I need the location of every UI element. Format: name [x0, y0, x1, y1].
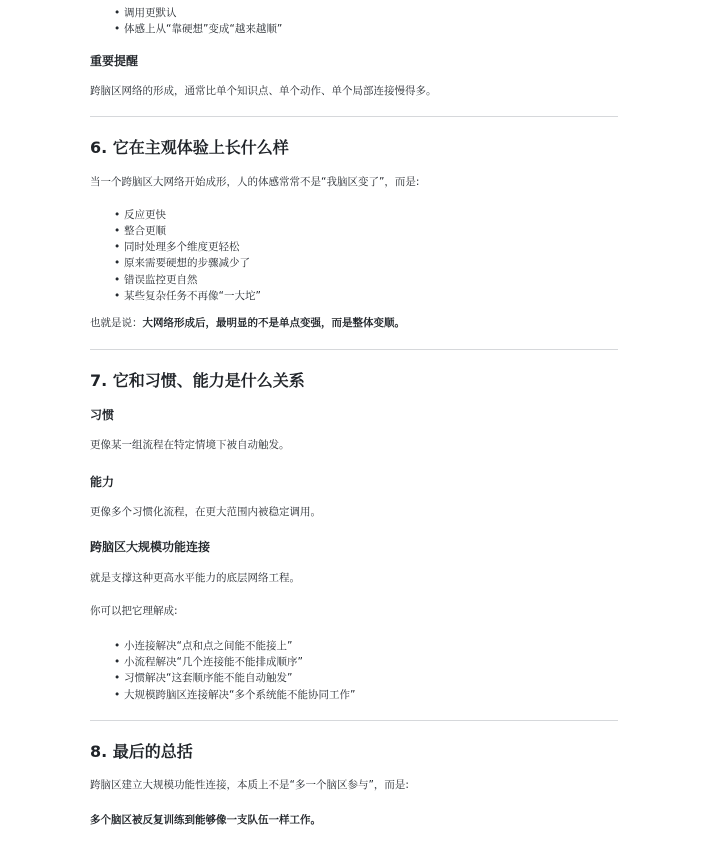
section-6-intro: 当一个跨脑区大网络开始成形，人的体感常常不是“我脑区变了”，而是:	[90, 176, 420, 188]
section-6-summary	[90, 316, 405, 330]
section-6-title: 6. 它在主观体验上长什么样	[90, 138, 289, 157]
list-item	[114, 671, 292, 685]
bullet: •	[114, 656, 121, 668]
list-item	[114, 289, 261, 303]
divider	[90, 116, 618, 117]
list-item-text: 小连接解决“点和点之间能不能接上”	[124, 640, 293, 652]
list-item	[114, 688, 355, 702]
network-heading: 跨脑区大规模功能连接	[90, 540, 211, 554]
bullet: •	[114, 257, 121, 269]
list-item	[114, 256, 250, 270]
list-item	[114, 6, 177, 20]
list-item-text: 原来需要硬想的步骤减少了	[124, 257, 250, 269]
reminder-text: 跨脑区网络的形成，通常比单个知识点、单个动作、单个局部连接慢得多。	[90, 85, 437, 97]
list-item	[114, 224, 166, 238]
bullet: •	[114, 225, 121, 237]
list-item-text: 大规模跨脑区连接解决“多个系统能不能协同工作”	[124, 689, 356, 701]
list-item	[114, 22, 282, 36]
summary-prefix: 也就是说：	[90, 317, 143, 329]
list-item-text: 整合更顺	[124, 225, 166, 237]
list-item	[114, 655, 303, 669]
reminder-heading: 重要提醒	[90, 54, 139, 68]
section-8-intro: 跨脑区建立大规模功能性连接，本质上不是“多一个脑区参与”，而是:	[90, 779, 409, 791]
bullet: •	[114, 7, 121, 19]
list-item	[114, 208, 166, 222]
section-7-title: 7. 它和习惯、能力是什么关系	[90, 371, 305, 390]
summary-emphasis: 大网络形成后，最明显的不是单点变强，而是整体变顺。	[142, 317, 405, 329]
list-item-text: 体感上从“靠硬想”变成“越来越顺”	[124, 23, 283, 35]
section-8-conclusion: 多个脑区被反复训练到能够像一支队伍一样工作。	[90, 814, 321, 826]
network-text: 就是支撑这种更高水平能力的底层网络工程。	[90, 572, 300, 584]
bullet: •	[114, 640, 121, 652]
list-item-text: 错误监控更自然	[124, 274, 198, 286]
ability-heading: 能力	[90, 475, 115, 489]
ability-text: 更像多个习惯化流程，在更大范围内被稳定调用。	[90, 506, 321, 518]
habit-text: 更像某一组流程在特定情境下被自动触发。	[90, 439, 290, 451]
list-item	[114, 273, 198, 287]
bullet: •	[114, 209, 121, 221]
divider	[90, 349, 618, 350]
habit-heading: 习惯	[90, 408, 115, 422]
bullet: •	[114, 689, 121, 701]
bullet: •	[114, 274, 121, 286]
list-item	[114, 639, 292, 653]
divider	[90, 720, 618, 721]
bullet: •	[114, 290, 121, 302]
understand-text: 你可以把它理解成:	[90, 605, 178, 617]
bullet: •	[114, 672, 121, 684]
list-item-text: 小流程解决“几个连接能不能排成顺序”	[124, 656, 303, 668]
list-item-text: 反应更快	[124, 209, 166, 221]
list-item-text: 同时处理多个维度更轻松	[124, 241, 240, 253]
bullet: •	[114, 23, 121, 35]
bullet: •	[114, 241, 121, 253]
list-item-text: 习惯解决“这套顺序能不能自动触发”	[124, 672, 293, 684]
section-8-title: 8. 最后的总括	[90, 742, 193, 761]
list-item-text: 某些复杂任务不再像“一大坨”	[124, 290, 261, 302]
list-item	[114, 240, 240, 254]
list-item-text: 调用更默认	[124, 7, 177, 19]
